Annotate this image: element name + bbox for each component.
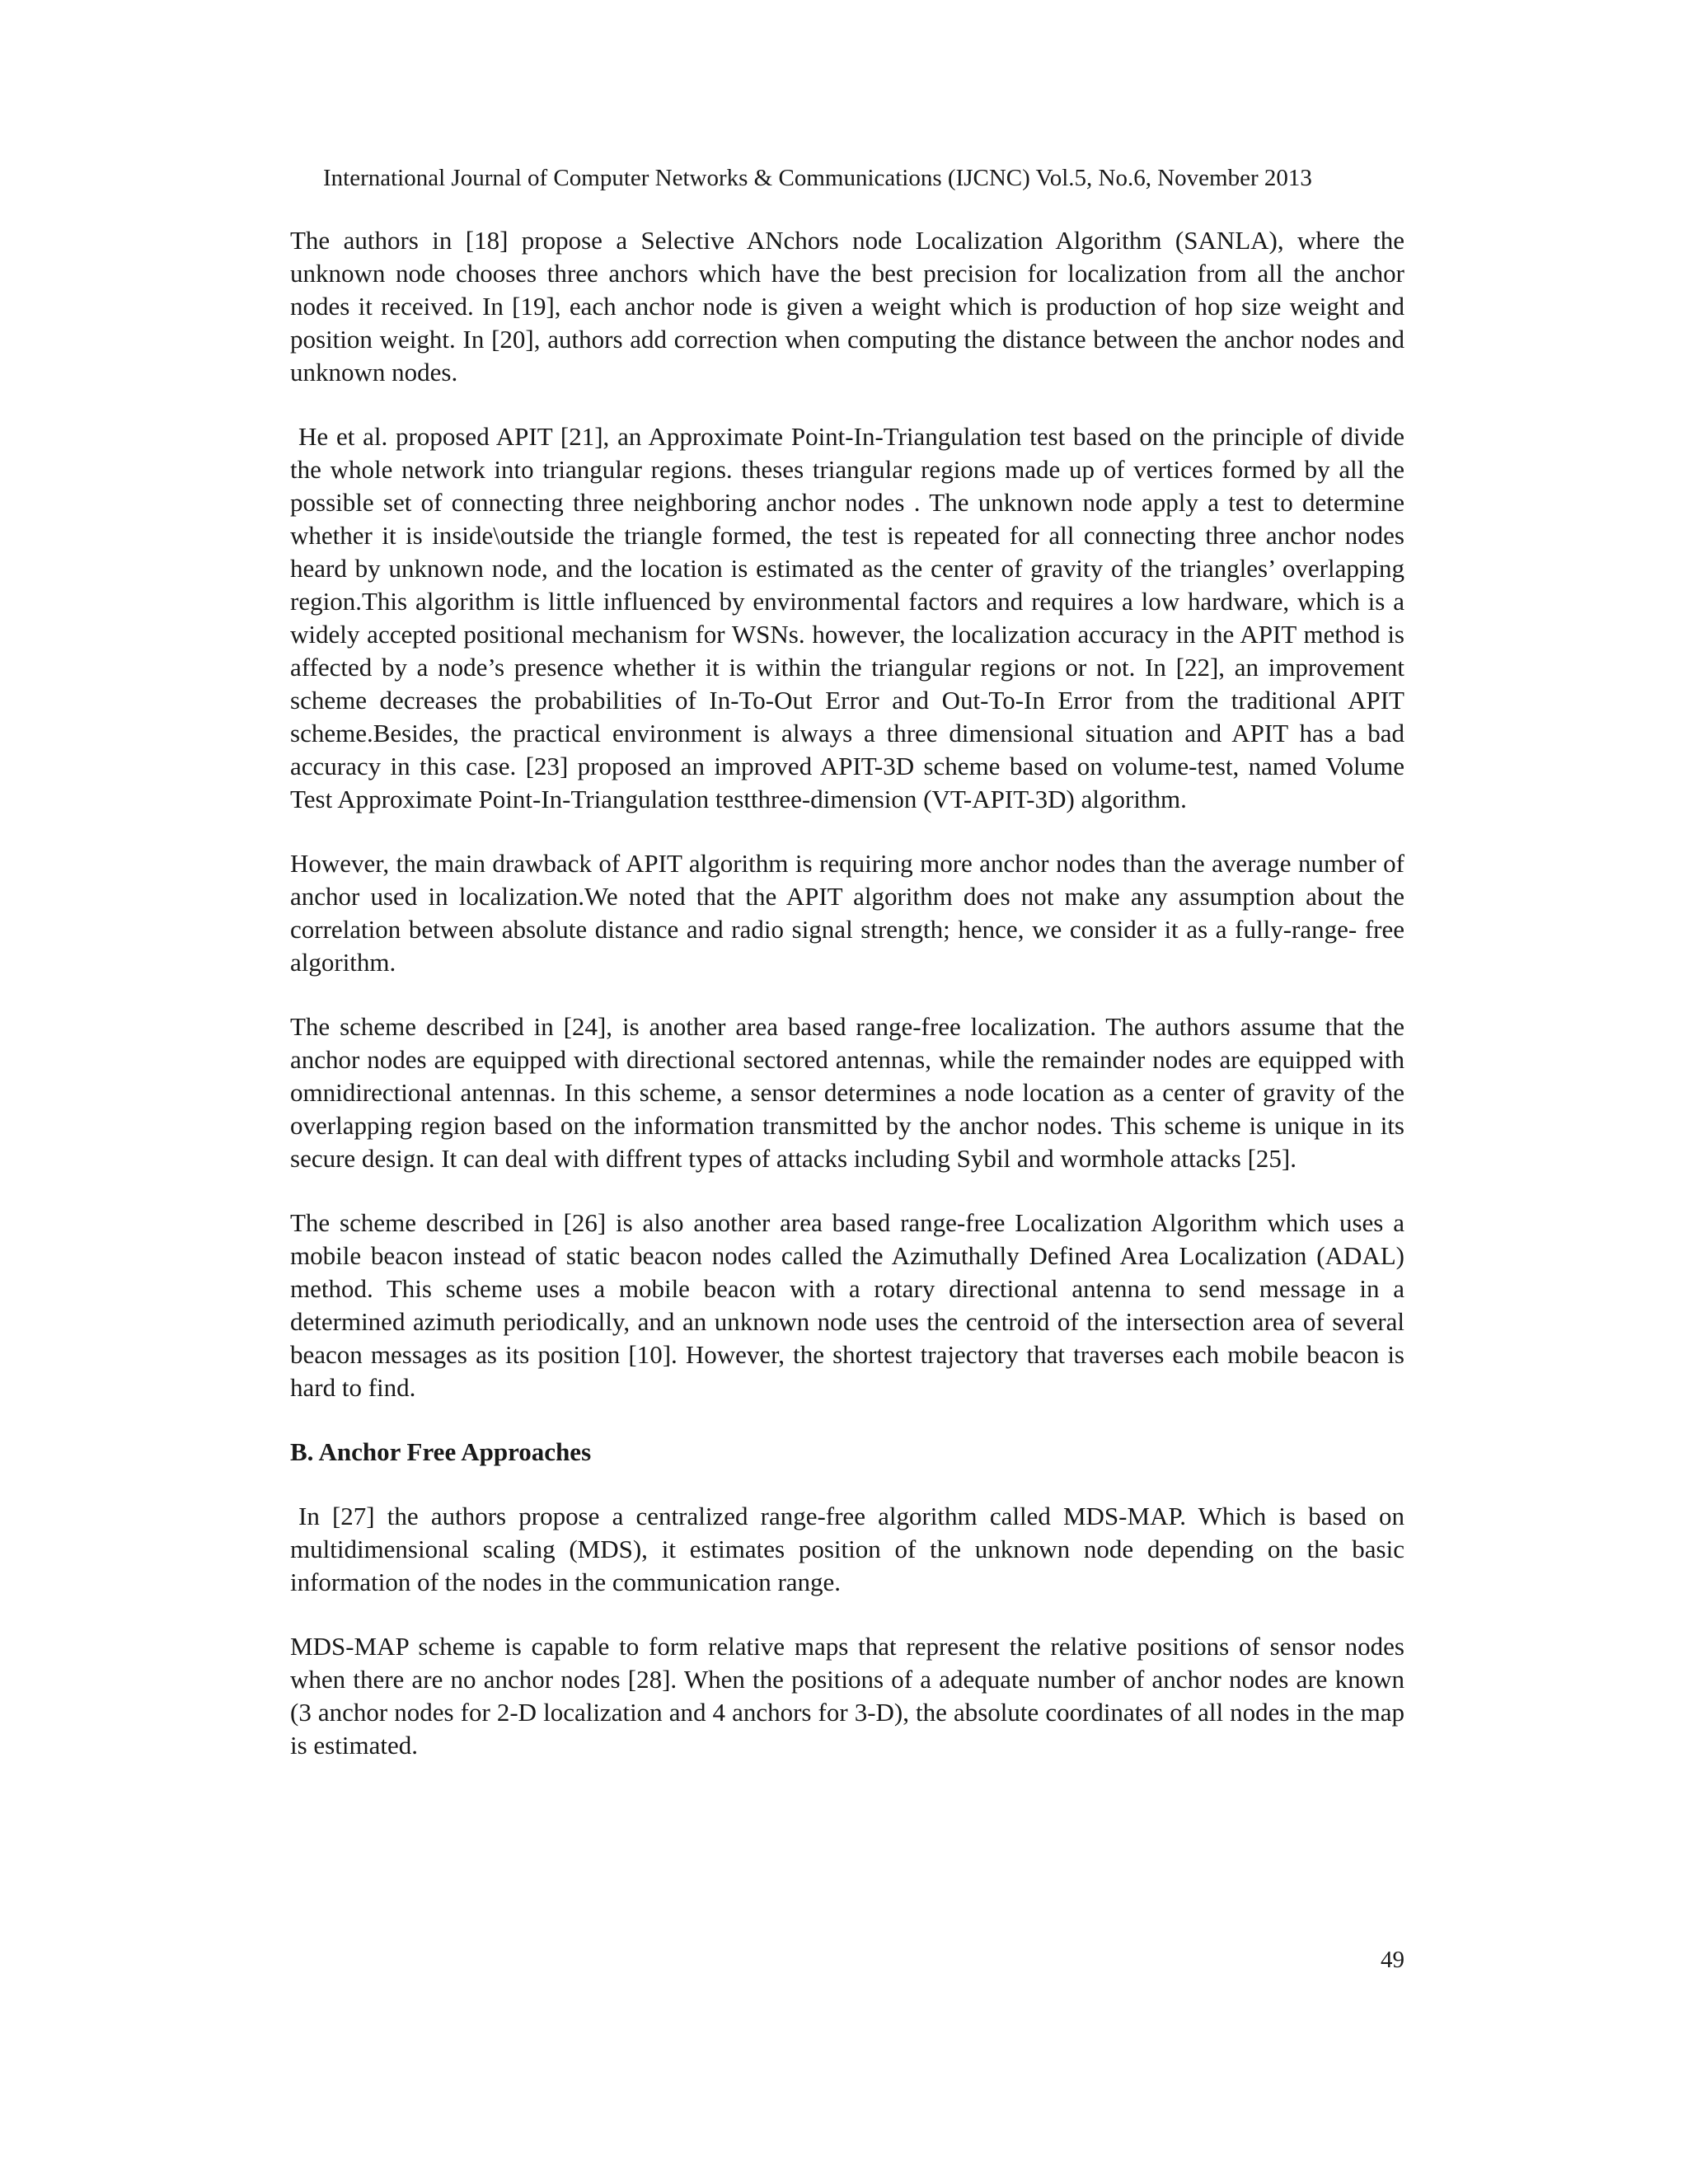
paragraph-mds-map: In [27] the authors propose a centralized range-free algorithm called MDS-MAP. Which is based on multidimensional scaling (MDS), it estimates position of the unknown node depending on the basic information of the nodes in the communication range. [290,1502,1404,1596]
page-number: 49 [1381,1947,1404,1973]
paragraph-sectored-antennas: The scheme described in [24], is another area based range-free localization. The authors assume that the anchor nodes are equipped with directional sectored antennas, while the remainder nodes are equipped with omnidirectional antennas. In this scheme, a sensor determines a node location as a center of gravity of the overlapping region based on the information transmitted by the anchor nodes. This scheme is unique in its secure design. It can deal with diffrent types of attacks including Sybil and wormhole attacks [25]. [290,1012,1404,1173]
body-text [290,224,1404,1762]
paragraph-adal: The scheme described in [26] is also another area based range-free Localization Algorithm which uses a mobile beacon instead of static beacon nodes called the Azimuthally Defined Area Localization (ADAL) method. This scheme uses a mobile beacon with a rotary directional antenna to send message in a determined azimuth periodically, and an unknown node uses the centroid of the intersection area of several beacon messages as its position [10]. However, the shortest trajectory that traverses each mobile beacon is hard to find. [290,1208,1404,1402]
section-heading-anchor-free: B. Anchor Free Approaches [290,1437,592,1466]
paragraph-apit: He et al. proposed APIT [21], an Approximate Point-In-Triangulation test based on the principle of divide the whole network into triangular regions. theses triangular regions made up of vertices formed by all the possible set of connecting three neighboring anchor nodes . The unknown node apply a test to determine whether it is inside\outside the triangle formed, the test is repeated for all connecting three anchor nodes heard by unknown node, and the location is estimated as the center of gravity of the triangles’ overlapping region.This algorithm is little influenced by environmental factors and requires a low hardware, which is a widely accepted positional mechanism for WSNs. however, the localization accuracy in the APIT method is affected by a node’s presence whether it is within the triangular regions or not. In [22], an improvement scheme decreases the probabilities of In-To-Out Error and Out-To-In Error from the traditional APIT scheme.Besides, the practical environment is always a three dimensional situation and APIT has a bad accuracy in this case. [23] proposed an improved APIT-3D scheme based on volume-test, named Volume Test Approximate Point-In-Triangulation testthree-dimension (VT-APIT-3D) algorithm. [290,422,1404,813]
paragraph-sanla: The authors in [18] propose a Selective ANchors node Localization Algorithm (SANLA), where the unknown node chooses three anchors which have the best precision for localization from all the anchor nodes it received. In [19], each anchor node is given a weight which is production of hop size weight and position weight. In [20], authors add correction when computing the distance between the anchor nodes and unknown nodes. [290,226,1404,387]
paragraph-mds-map-relative: MDS-MAP scheme is capable to form relative maps that represent the relative positions of sensor nodes when there are no anchor nodes [28]. When the positions of a adequate number of anchor nodes are known (3 anchor nodes for 2-D localization and 4 anchors for 3-D), the absolute coordinates of all nodes in the map is estimated. [290,1632,1404,1760]
paragraph-apit-drawback: However, the main drawback of APIT algorithm is requiring more anchor nodes than the average number of anchor used in localization.We noted that the APIT algorithm does not make any assumption about the correlation between absolute distance and radio signal strength; hence, we consider it as a fully-range- free algorithm. [290,849,1404,977]
running-header: International Journal of Computer Networks & Communications (IJCNC) Vol.5, No.6, November 2013 [323,165,1312,191]
